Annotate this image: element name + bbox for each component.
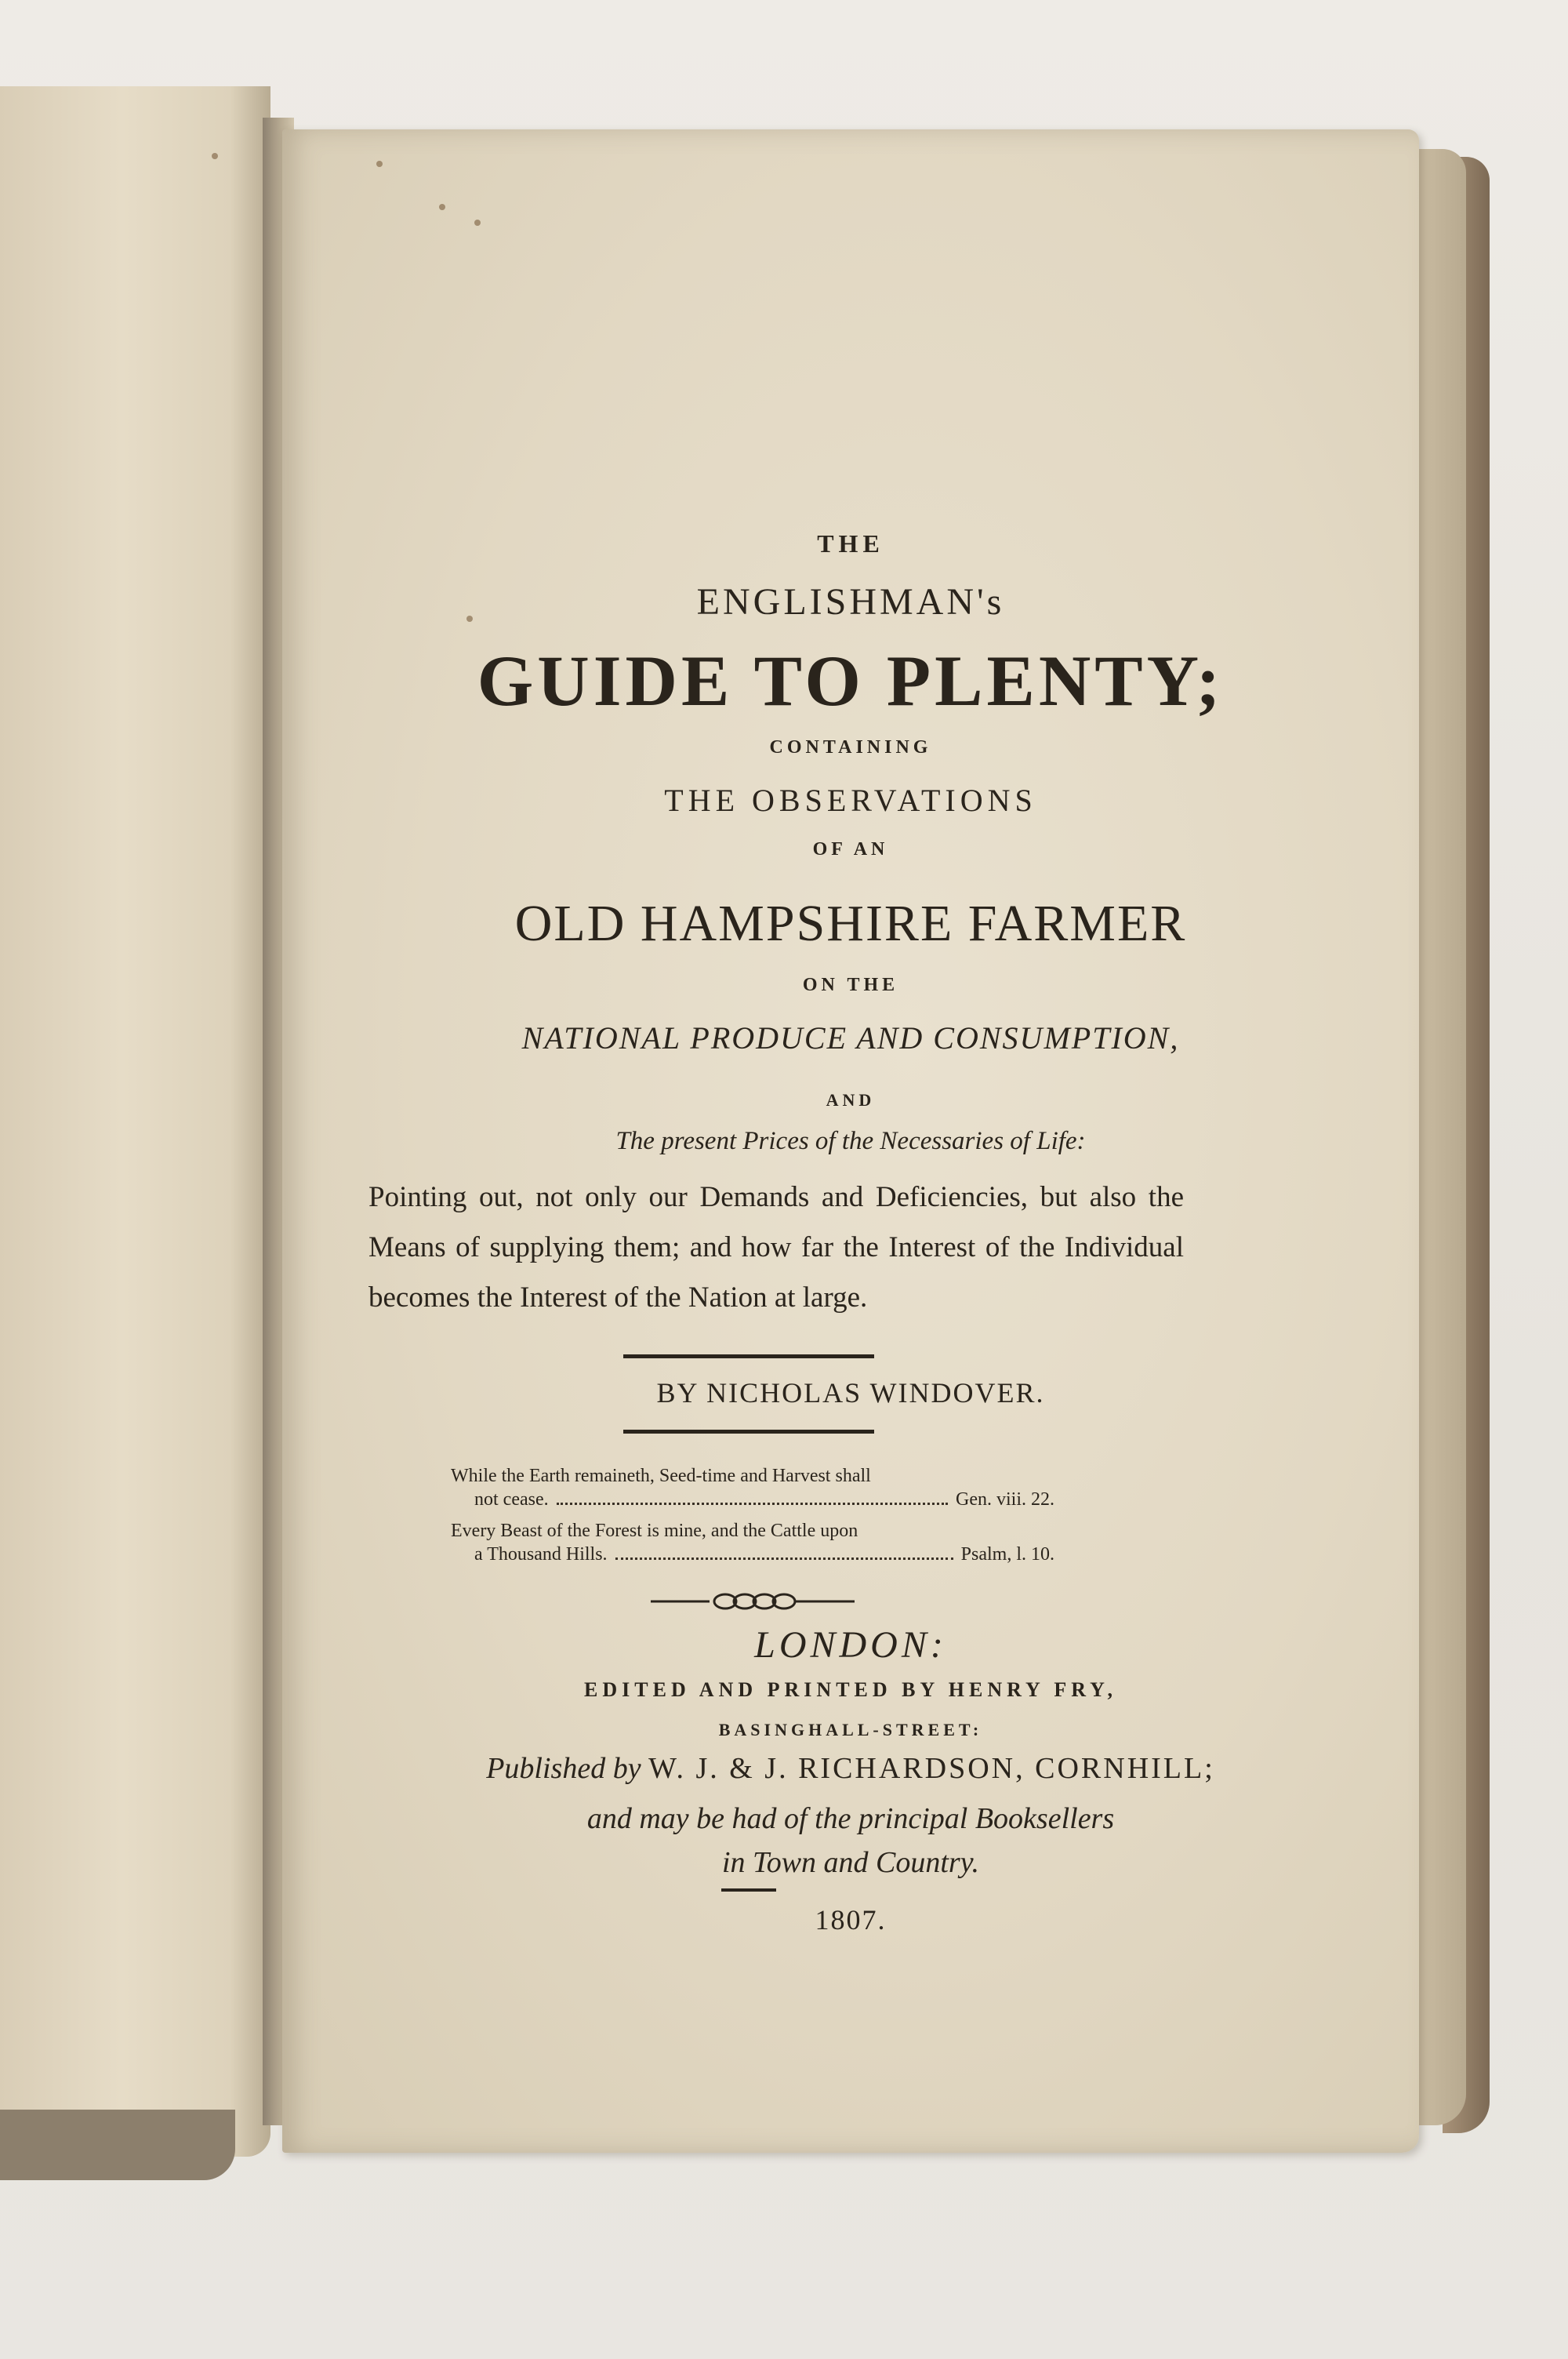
- foxing-spot: [212, 153, 218, 159]
- national-produce-heading: NATIONAL PRODUCE AND CONSUMPTION,: [521, 1020, 1180, 1056]
- left-cover-edge: [0, 2110, 235, 2180]
- title-article: THE: [817, 529, 884, 558]
- publisher-name: W. J. & J. RICHARDSON, CORNHILL;: [648, 1752, 1215, 1785]
- leader-dots: [615, 1543, 953, 1560]
- publication-year: 1807.: [815, 1904, 887, 1936]
- ornament-icon: [651, 1590, 855, 1613]
- epigraph-line: a Thousand Hills.: [474, 1544, 608, 1565]
- foxing-spot: [439, 204, 445, 210]
- imprint-city: LONDON:: [754, 1624, 947, 1666]
- epigraph-reference: Psalm, l. 10.: [960, 1544, 1054, 1565]
- leader-dots: [557, 1488, 948, 1505]
- foxing-spot: [474, 220, 481, 226]
- imprint-booksellers: and may be had of the principal Booksellers: [586, 1802, 1115, 1835]
- containing-label: CONTAINING: [769, 737, 932, 758]
- left-page: [0, 86, 270, 2157]
- epigraph-reference: Gen. viii. 22.: [956, 1489, 1054, 1510]
- main-title: GUIDE TO PLENTY;: [477, 641, 1225, 721]
- imprint-street: BASINGHALL-STREET:: [718, 1720, 983, 1739]
- observations-heading: THE OBSERVATIONS: [664, 783, 1037, 818]
- divider-rule: [623, 1354, 874, 1358]
- divider-rule: [623, 1430, 874, 1434]
- imprint-printer: EDITED AND PRINTED BY HENRY FRY,: [584, 1678, 1117, 1701]
- author-line: BY NICHOLAS WINDOVER.: [656, 1377, 1045, 1408]
- of-an-label: OF AN: [812, 839, 889, 860]
- divider-rule: [721, 1888, 776, 1892]
- imprint-publisher-line: [282, 1751, 1419, 1786]
- description-paragraph: Pointing out, not only our Demands and Deficiencies, but also the Means of supplying them; and how far the Interest of the Individual becomes the Interest of the Nation at large.: [368, 1181, 1184, 1314]
- epigraph-line: While the Earth remaineth, Seed-time and Harvest shall: [451, 1466, 871, 1486]
- title-page: [282, 129, 1419, 2153]
- epigraph-line: not cease.: [474, 1489, 549, 1510]
- farmer-heading: OLD HAMPSHIRE FARMER: [514, 895, 1187, 952]
- epigraph-genesis: [451, 1464, 1054, 1511]
- imprint-town-country: in Town and Country.: [721, 1846, 979, 1879]
- title-englishman: ENGLISHMAN's: [696, 581, 1005, 623]
- on-the-label: ON THE: [802, 975, 899, 995]
- epigraph-psalm: [451, 1519, 1054, 1566]
- and-label: AND: [826, 1090, 876, 1110]
- published-by-label: Published by: [486, 1752, 641, 1785]
- present-prices-line: The present Prices of the Necessaries of Life:: [615, 1127, 1086, 1155]
- foxing-spot: [376, 161, 383, 167]
- epigraph-line: Every Beast of the Forest is mine, and the Cattle upon: [451, 1521, 858, 1541]
